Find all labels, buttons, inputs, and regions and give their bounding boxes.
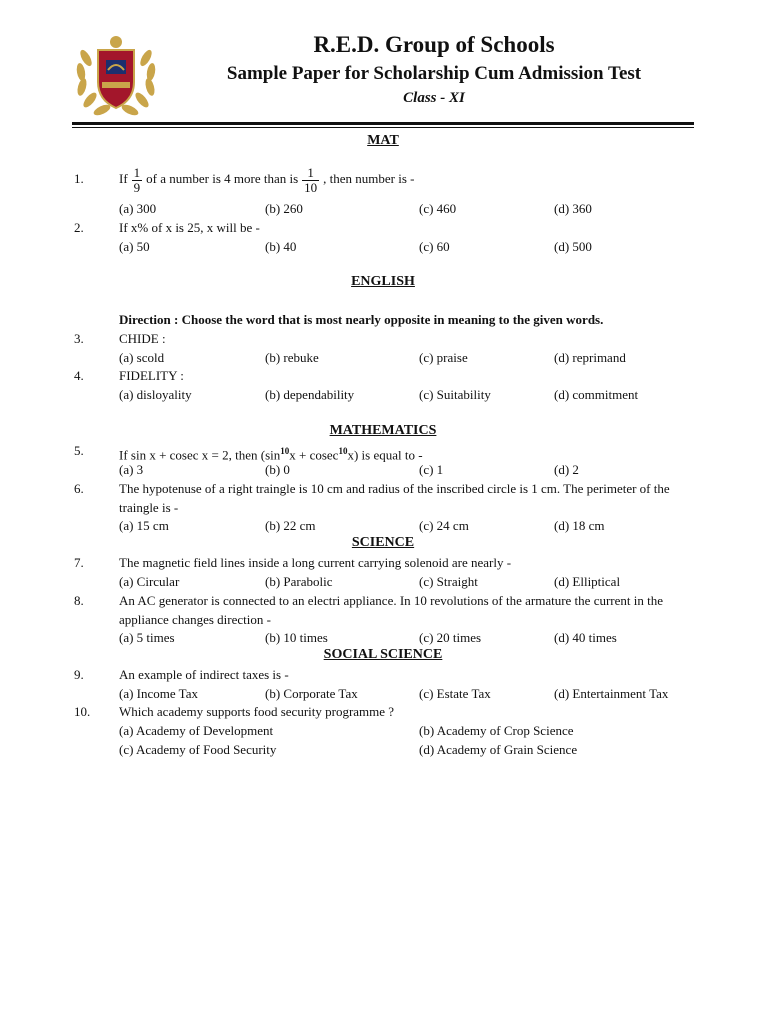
q6-option-d: (d) 18 cm (554, 518, 605, 533)
question-number: 2. (74, 220, 84, 235)
q4-option-c: (c) Suitability (419, 387, 491, 402)
question-number: 6. (74, 481, 84, 496)
question-number: 10. (74, 704, 91, 719)
q4-option-d: (d) commitment (554, 387, 639, 402)
question-1-text (119, 159, 415, 199)
question-10-text: Which academy supports food security programme ? (119, 704, 395, 719)
section-heading-english: ENGLISH (351, 274, 415, 289)
q1-option-b: (b) 260 (265, 201, 303, 216)
section-heading-science: SCIENCE (351, 535, 415, 550)
q3-option-c: (c) praise (419, 350, 468, 365)
question-4-text: FIDELITY : (119, 368, 184, 383)
q6-option-b: (b) 22 cm (265, 518, 316, 533)
question-3-text: CHIDE : (119, 331, 166, 346)
question-number: 5. (74, 443, 84, 458)
q5-pre: If sin x + cosec x = 2, then (sin (119, 447, 281, 463)
english-direction: Direction : Choose the word that is most nearly opposite in meaning to the given words. (119, 312, 604, 327)
q3-option-b: (b) rebuke (265, 350, 319, 365)
q4-option-a: (a) disloyality (119, 387, 192, 402)
q10-option-d: (d) Academy of Grain Science (419, 742, 578, 757)
q5-option-b: (b) 0 (265, 462, 290, 477)
q2-option-a: (a) 50 (119, 239, 150, 254)
q8-option-d: (d) 40 times (554, 630, 617, 645)
q9-option-a: (a) Income Tax (119, 686, 198, 701)
q3-option-a: (a) scold (119, 350, 165, 365)
q1-option-c: (c) 460 (419, 201, 457, 216)
q5-exponent: 10 (280, 446, 290, 456)
q1-pre: If (119, 171, 128, 186)
school-crest-icon (72, 30, 160, 120)
q1-mid: of a number is 4 more than is (146, 171, 299, 186)
class-line: Class - XI (403, 90, 465, 106)
fraction-one-tenth: $\frac{1}{10}$ (304, 164, 318, 195)
section-heading-social-science: SOCIAL SCIENCE (323, 647, 443, 662)
q10-option-b: (b) Academy of Crop Science (419, 723, 574, 738)
question-number: 3. (74, 331, 84, 346)
q7-option-c: (c) Straight (419, 574, 478, 589)
q8-option-a: (a) 5 times (119, 630, 175, 645)
q2-option-d: (d) 500 (554, 239, 592, 254)
question-number: 8. (74, 593, 84, 608)
q5-post: x) is equal to - (347, 447, 423, 463)
q1-option-d: (d) 360 (554, 201, 592, 216)
q8-option-c: (c) 20 times (419, 630, 482, 645)
q5-exponent: 10 (338, 446, 348, 456)
fraction-one-ninth: $\frac{1}{9}$ (133, 164, 141, 195)
section-heading-mat: MAT (367, 133, 399, 148)
question-8-text: An AC generator is connected to an electri appliance. In 10 revolutions of the armature the current in the appliance changes direction - (119, 593, 663, 627)
q3-option-d: (d) reprimand (554, 350, 626, 365)
q5-option-d: (d) 2 (554, 462, 579, 477)
q9-option-b: (b) Corporate Tax (265, 686, 358, 701)
q7-option-a: (a) Circular (119, 574, 180, 589)
q6-option-a: (a) 15 cm (119, 518, 169, 533)
question-number: 7. (74, 555, 84, 570)
q8-option-b: (b) 10 times (265, 630, 328, 645)
paper-title: Sample Paper for Scholarship Cum Admission Test (226, 63, 642, 84)
q4-option-b: (b) dependability (265, 387, 355, 402)
question-6-text: The hypotenuse of a right traingle is 10 cm and radius of the inscribed circle is 1 cm. The perimeter of the traingle is - (119, 481, 670, 515)
q9-option-d: (d) Entertainment Tax (554, 686, 669, 701)
q2-option-c: (c) 60 (419, 239, 450, 254)
q2-option-b: (b) 40 (265, 239, 297, 254)
question-9-text: An example of indirect taxes is - (119, 667, 289, 682)
q7-option-b: (b) Parabolic (265, 574, 333, 589)
q9-option-c: (c) Estate Tax (419, 686, 491, 701)
q10-option-c: (c) Academy of Food Security (119, 742, 277, 757)
section-heading-mathematics: MATHEMATICS (329, 423, 437, 438)
q6-option-c: (c) 24 cm (419, 518, 469, 533)
header-divider-thin (72, 127, 694, 128)
school-name: R.E.D. Group of Schools (313, 32, 555, 57)
header-divider (72, 122, 694, 125)
q1-post: , then number is - (323, 171, 415, 186)
question-number: 1. (74, 171, 84, 186)
q5-mid: x + cosec (289, 447, 339, 463)
question-number: 4. (74, 368, 84, 383)
question-number: 9. (74, 667, 84, 682)
question-7-text: The magnetic field lines inside a long current carrying solenoid are nearly - (119, 555, 512, 570)
q10-option-a: (a) Academy of Development (119, 723, 274, 738)
q1-option-a: (a) 300 (119, 201, 157, 216)
q5-option-c: (c) 1 (419, 462, 444, 477)
q7-option-d: (d) Elliptical (554, 574, 621, 589)
q5-option-a: (a) 3 (119, 462, 144, 477)
question-2-text: If x% of x is 25, x will be - (119, 220, 260, 235)
